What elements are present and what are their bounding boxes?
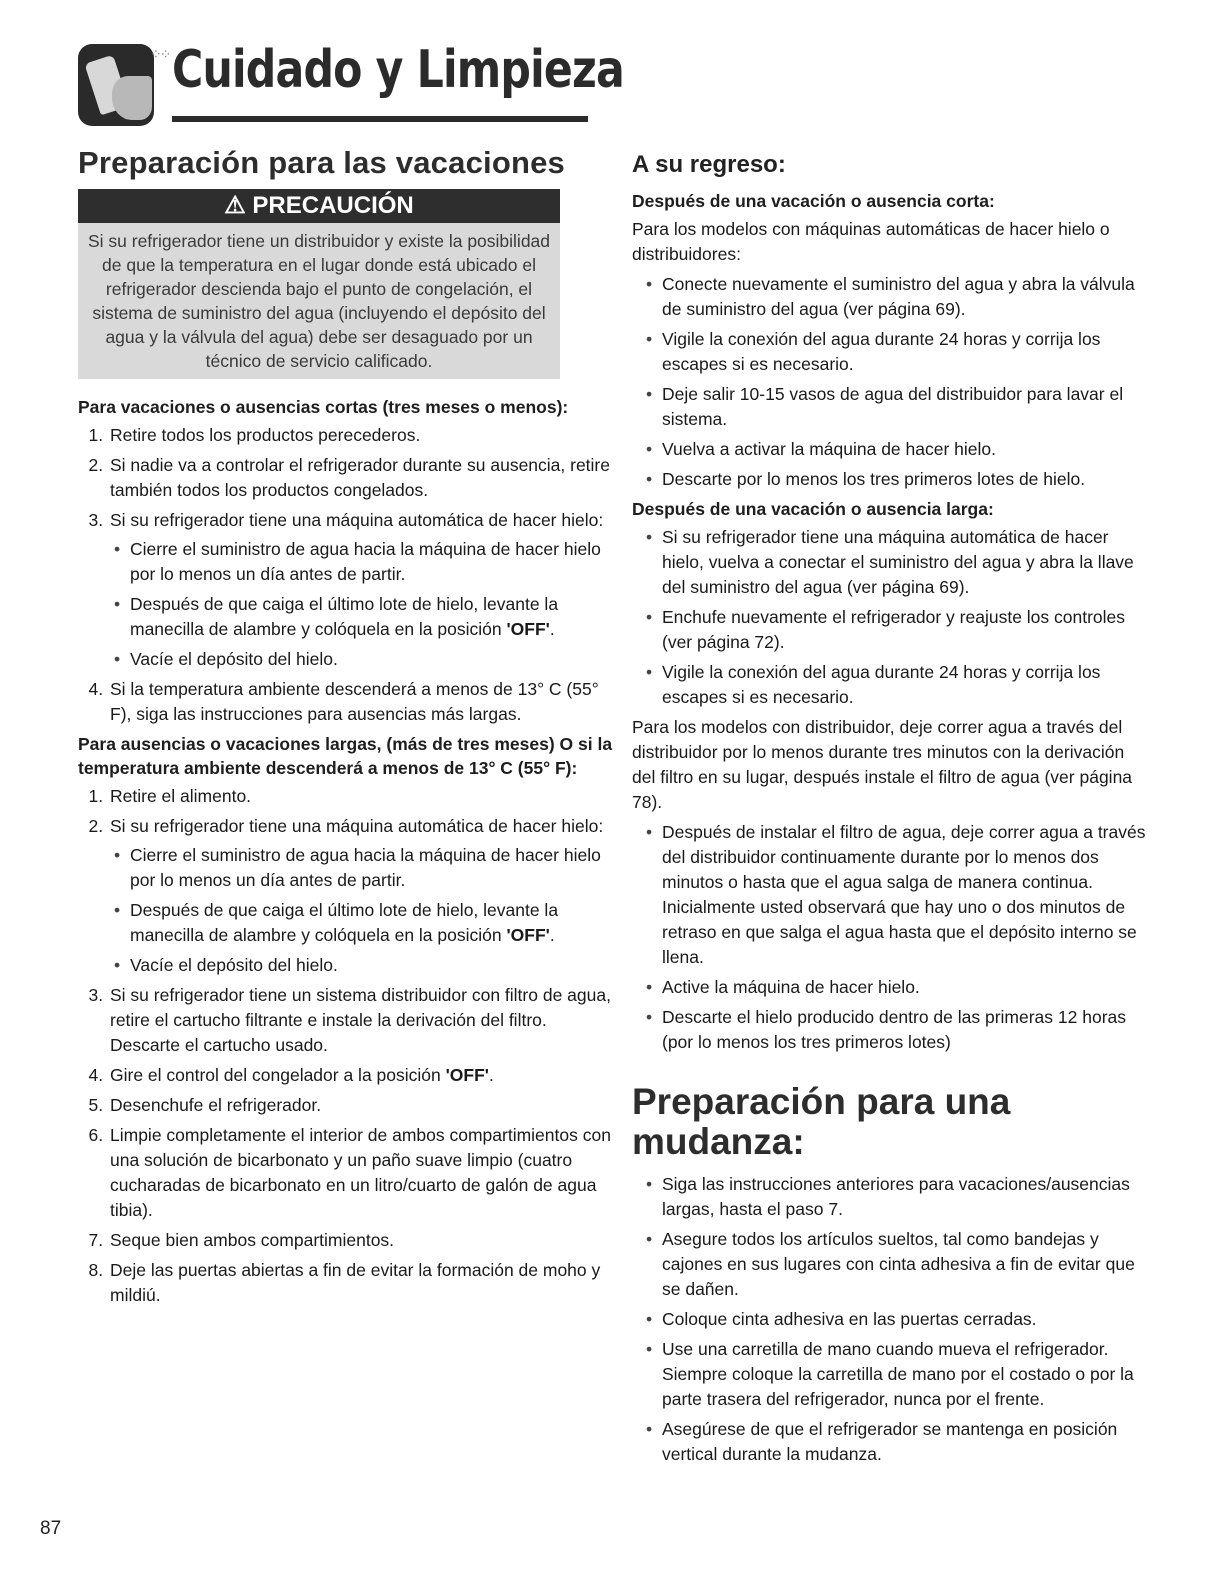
list-item [116, 592, 618, 642]
list-item: • Conecte nuevamente el suministro del agua y abra la válvula de suministro del agua (ver página 69). [648, 272, 1152, 322]
off-label: 'OFF' [506, 619, 550, 639]
period: . [488, 1065, 494, 1085]
list-item [108, 814, 618, 978]
list-item: • Vigile la conexión del agua durante 24 horas y corrija los escapes si es necesario. [648, 660, 1152, 710]
list-item [108, 1063, 618, 1088]
vacation-heading: Preparación para las vacaciones [78, 145, 565, 180]
long-return-heading: Después de una vacación o ausencia larga: [632, 499, 994, 519]
short-absence-heading: Para vacaciones o ausencias cortas (tres meses o menos): [78, 397, 569, 417]
short-return-intro: Para los modelos con máquinas automáticas de hacer hielo o distribuidores: [632, 219, 1110, 264]
sub-bullets [110, 843, 618, 978]
list-item: • Enchufe nuevamente el refrigerador y reajuste los controles (ver página 72). [648, 605, 1152, 655]
title-underline [172, 116, 588, 122]
period: . [549, 925, 555, 945]
short-return-heading: Después de una vacación o ausencia corta: [632, 191, 995, 211]
list-item: • Vigile la conexión del agua durante 24 horas y corrija los escapes si es necesario. [648, 327, 1152, 377]
list-item: • Después de instalar el filtro de agua, deje correr agua a través del distribuidor continuamente durante por lo menos dos minutos o hasta que el agua salga de manera continua. Inicialmente usted observará que hay uno o dos minutos de retraso en que salga el agua hasta que el depósito interno se llena. [648, 820, 1152, 970]
list-item: 1. Retire el alimento. [108, 784, 618, 809]
moving-heading: Preparación para una mudanza: [632, 1081, 1011, 1162]
list-item: • Siga las instrucciones anteriores para vacaciones/ausencias largas, hasta el paso 7. [648, 1172, 1152, 1222]
list-item: 2. Si nadie va a controlar el refrigerador durante su ausencia, retire también todos los productos congelados. [108, 453, 618, 503]
list-item [116, 898, 618, 948]
off-label: 'OFF' [445, 1065, 489, 1085]
long-absence-steps [78, 784, 618, 1308]
list-item: 3. Si su refrigerador tiene un sistema distribuidor con filtro de agua, retire el cartucho filtrante e instale la derivación del filtro. Descarte el cartucho usado. [108, 983, 618, 1058]
sparkle-icon: ⁘⁘ [150, 46, 170, 62]
right-column [632, 150, 1152, 1472]
short-return-bullets [632, 272, 1152, 492]
list-item: • Descarte por lo menos los tres primeros lotes de hielo. [648, 467, 1152, 492]
dispenser-paragraph: Para los modelos con distribuidor, deje correr agua a través del distribuidor por lo menos durante tres minutos con la derivación del filtro en su lugar, después instale el filtro de agua (ver página 78). [632, 717, 1133, 812]
list-item: • Coloque cinta adhesiva en las puertas cerradas. [648, 1307, 1152, 1332]
short-absence-steps [78, 423, 618, 727]
list-item: 6. Limpie completamente el interior de ambos compartimientos con una solución de bicarbonato y un paño suave limpio (cuatro cucharadas de bicarbonato en un litro/cuarto de galón de agua tibia). [108, 1123, 618, 1223]
list-item: • Asegure todos los artículos sueltos, tal como bandejas y cajones en sus lugares con cinta adhesiva a fin de evitar que se dañen. [648, 1227, 1152, 1302]
list-item: • Vacíe el depósito del hielo. [116, 953, 618, 978]
left-column [78, 145, 618, 1313]
caution-text: Si su refrigerador tiene un distribuidor y existe la posibilidad de que la temperatura en el lugar donde está ubicado el refrigerador descienda bajo el punto de congelación, el sistema de suministro del agua (incluyendo el depósito del agua y la válvula del agua) debe ser desaguado por un técnico de servicio calificado. [78, 223, 560, 379]
list-item: • Si su refrigerador tiene una máquina automática de hacer hielo, vuelva a conectar el suministro del agua y abra la llave del suministro del agua (ver página 69). [648, 525, 1152, 600]
list-item: 5. Desenchufe el refrigerador. [108, 1093, 618, 1118]
long-absence-heading: Para ausencias o vacaciones largas, (más de tres meses) O si la temperatura ambiente descenderá a menos de 13° C (55° F): [78, 734, 613, 778]
long-return-bullets [632, 525, 1152, 710]
list-item: • Vuelva a activar la máquina de hacer hielo. [648, 437, 1152, 462]
list-item: 8. Deje las puertas abiertas a fin de evitar la formación de moho y mildiú. [108, 1258, 618, 1308]
list-item: • Cierre el suministro de agua hacia la máquina de hacer hielo por lo menos un día antes de partir. [116, 537, 618, 587]
list-item: 7. Seque bien ambos compartimientos. [108, 1228, 618, 1253]
list-item: • Active la máquina de hacer hielo. [648, 975, 1152, 1000]
list-item: 4. Si la temperatura ambiente descenderá a menos de 13° C (55° F), siga las instrucciones para ausencias más largas. [108, 677, 618, 727]
step-text: Después de que caiga el último lote de hielo, levante la manecilla de alambre y colóquela en la posición [130, 900, 559, 945]
off-label: 'OFF' [506, 925, 550, 945]
caution-box [78, 189, 560, 379]
list-item [108, 508, 618, 672]
dispenser-bullets [632, 820, 1152, 1055]
step-text: Si su refrigerador tiene una máquina automática de hacer hielo: [110, 816, 604, 836]
cleaning-spray-icon [78, 44, 154, 126]
moving-bullets [632, 1172, 1152, 1467]
period: . [549, 619, 555, 639]
sub-bullets [110, 537, 618, 672]
list-item: • Cierre el suministro de agua hacia la máquina de hacer hielo por lo menos un día antes de partir. [116, 843, 618, 893]
list-item: 1. Retire todos los productos perecederos. [108, 423, 618, 448]
list-item: • Use una carretilla de mano cuando mueva el refrigerador. Siempre coloque la carretilla de mano por el costado o por la parte trasera del refrigerador, nunca por el frente. [648, 1337, 1152, 1412]
caution-title: ⚠ PRECAUCIÓN [78, 189, 560, 223]
section-title: Cuidado y Limpieza [172, 40, 624, 100]
step-text: Si su refrigerador tiene una máquina automática de hacer hielo: [110, 510, 604, 530]
step-text: Después de que caiga el último lote de hielo, levante la manecilla de alambre y colóquela en la posición [130, 594, 559, 639]
list-item: • Vacíe el depósito del hielo. [116, 647, 618, 672]
step-text: Gire el control del congelador a la posición [110, 1065, 446, 1085]
list-item: • Descarte el hielo producido dentro de las primeras 12 horas (por lo menos los tres primeros lotes) [648, 1005, 1152, 1055]
list-item: • Deje salir 10-15 vasos de agua del distribuidor para lavar el sistema. [648, 382, 1152, 432]
page-number: 87 [40, 1518, 62, 1539]
return-heading: A su regreso: [632, 151, 786, 178]
list-item: • Asegúrese de que el refrigerador se mantenga en posición vertical durante la mudanza. [648, 1417, 1152, 1467]
